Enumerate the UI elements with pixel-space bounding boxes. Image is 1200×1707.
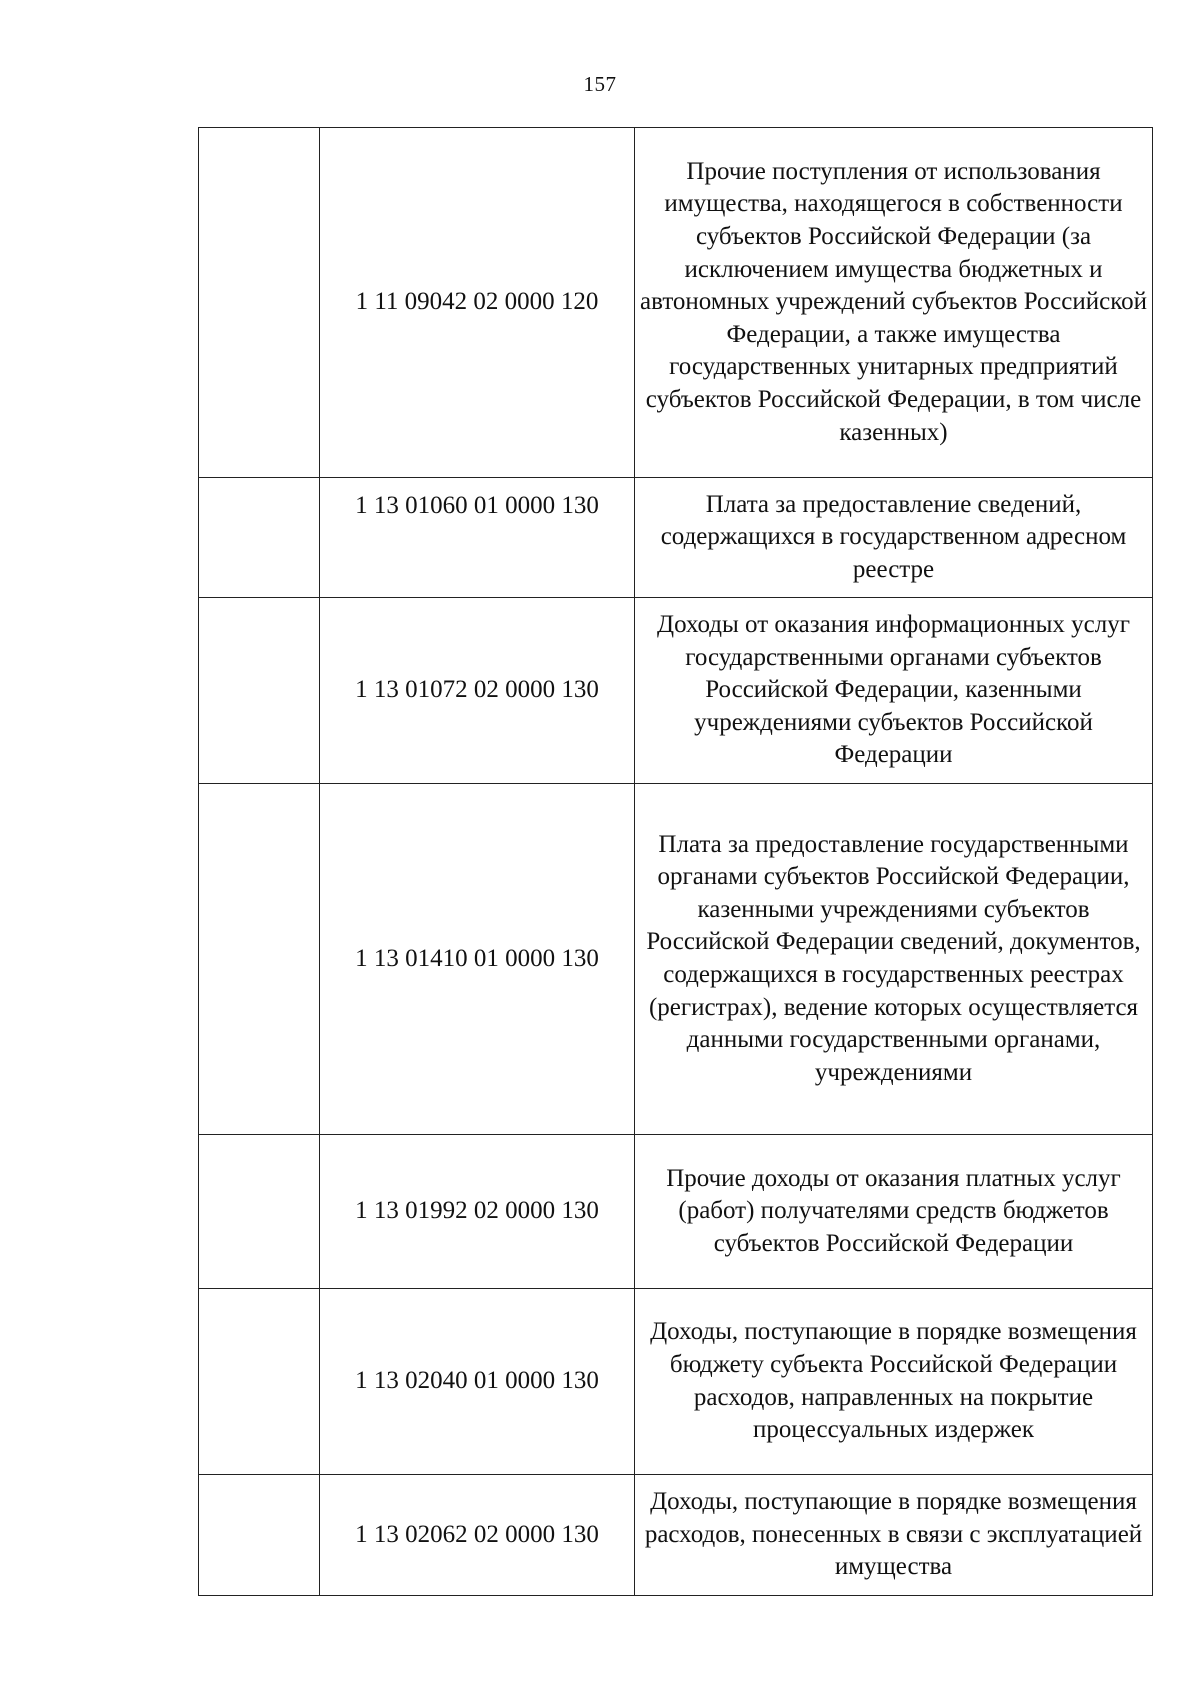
table-cell-empty bbox=[199, 1475, 320, 1596]
budget-code-cell: 1 13 01060 01 0000 130 bbox=[320, 478, 635, 598]
table-row bbox=[199, 598, 1153, 784]
table-cell-empty bbox=[199, 784, 320, 1135]
table-cell-empty bbox=[199, 128, 320, 478]
budget-code-cell: 1 13 01072 02 0000 130 bbox=[320, 598, 635, 784]
description-cell: Доходы, поступающие в порядке возмещения расходов, понесенных в связи с эксплуатацией имущества bbox=[635, 1475, 1153, 1596]
description-cell: Прочие доходы от оказания платных услуг (работ) получателями средств бюджетов субъектов Российской Федерации bbox=[635, 1135, 1153, 1289]
budget-code-cell: 1 13 02062 02 0000 130 bbox=[320, 1475, 635, 1596]
table-row bbox=[199, 1135, 1153, 1289]
description-cell: Доходы, поступающие в порядке возмещения бюджету субъекта Российской Федерации расходов, направленных на покрытие процессуальных издержек bbox=[635, 1289, 1153, 1475]
table-cell-empty bbox=[199, 1135, 320, 1289]
table-row bbox=[199, 1289, 1153, 1475]
budget-code-cell: 1 11 09042 02 0000 120 bbox=[320, 128, 635, 478]
budget-code-cell: 1 13 02040 01 0000 130 bbox=[320, 1289, 635, 1475]
budget-code-cell: 1 13 01410 01 0000 130 bbox=[320, 784, 635, 1135]
table-row bbox=[199, 478, 1153, 598]
description-cell: Плата за предоставление сведений, содержащихся в государственном адресном реестре bbox=[635, 478, 1153, 598]
description-cell: Доходы от оказания информационных услуг государственными органами субъектов Российской Федерации, казенными учреждениями субъектов Российской Федерации bbox=[635, 598, 1153, 784]
table-cell-empty bbox=[199, 598, 320, 784]
description-cell: Прочие поступления от использования имущества, находящегося в собственности субъектов Российской Федерации (за исключением имущества бюджетных и автономных учреждений субъектов Российской Федерации, а также имущества государственных унитарных предприятий субъектов Российской Федерации, в том числе казенных) bbox=[635, 128, 1153, 478]
budget-classification-table bbox=[198, 127, 1153, 1596]
budget-code-cell: 1 13 01992 02 0000 130 bbox=[320, 1135, 635, 1289]
table-row bbox=[199, 128, 1153, 478]
table-cell-empty bbox=[199, 1289, 320, 1475]
table-row bbox=[199, 784, 1153, 1135]
table-row bbox=[199, 1475, 1153, 1596]
description-cell: Плата за предоставление государственными органами субъектов Российской Федерации, казенными учреждениями субъектов Российской Федерации сведений, документов, содержащихся в государственных реестрах (регистрах), ведение которых осуществляется данными государственными органами, учреждениями bbox=[635, 784, 1153, 1135]
page-number: 157 bbox=[583, 72, 617, 96]
table-cell-empty bbox=[199, 478, 320, 598]
